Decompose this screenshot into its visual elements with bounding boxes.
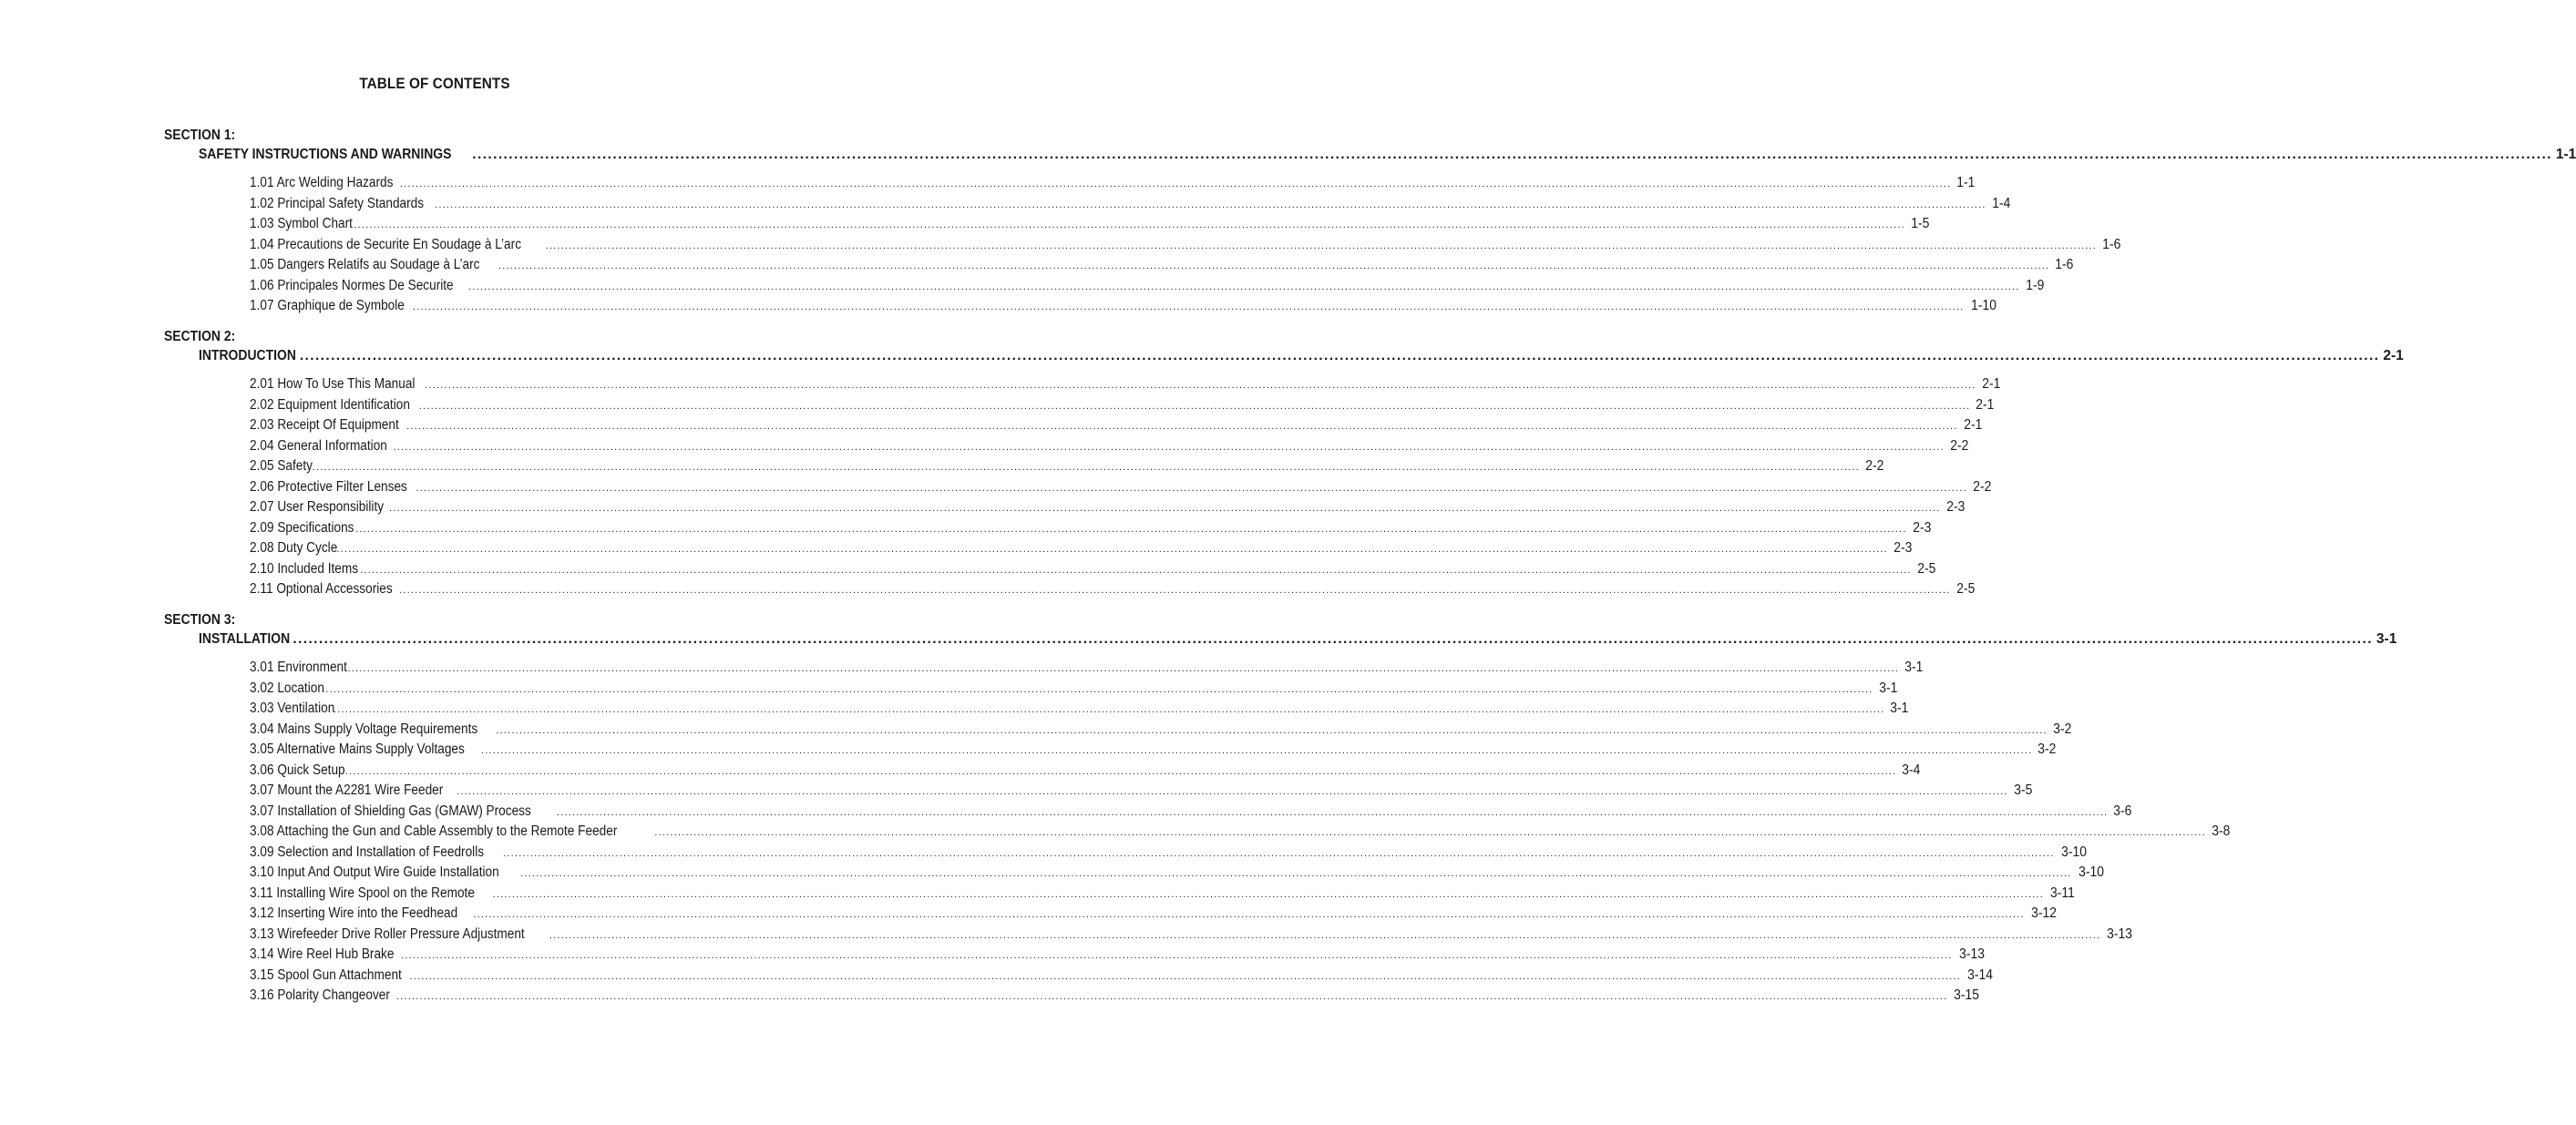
toc-entry[interactable] — [250, 396, 1995, 418]
section-page-number: 3-1 — [2376, 631, 2397, 647]
entry-title: 2.02 Equipment Identification — [250, 396, 410, 413]
dot-leader: ................................................................................................................................................................................................................................................................................................................................................................................................................ — [395, 991, 1948, 1002]
entry-page-number: 1-6 — [2102, 236, 2121, 252]
entry-title: 3.11 Installing Wire Spool on the Remote — [250, 885, 475, 901]
section-heading[interactable] — [199, 631, 2397, 649]
entry-page-number: 3-13 — [2107, 926, 2133, 942]
toc-entry[interactable] — [250, 926, 2133, 947]
dot-leader: ................................................................................................................................................................................................................................................................................................................................................................................................................ — [435, 199, 1986, 210]
toc-entry[interactable] — [250, 519, 1931, 541]
entry-title: 2.11 Optional Accessories — [250, 581, 393, 597]
section-heading-title: INSTALLATION — [199, 631, 291, 647]
dot-leader: ................................................................................................................................................................................................................................................................................................................................................................................................................ — [472, 147, 2552, 162]
entry-list — [250, 376, 2001, 602]
dot-leader: ................................................................................................................................................................................................................................................................................................................................................................................................................ — [334, 704, 1885, 715]
dot-leader: ................................................................................................................................................................................................................................................................................................................................................................................................................ — [416, 482, 1967, 494]
toc-entry[interactable] — [250, 987, 1980, 1008]
entry-title: 3.15 Spool Gun Attachment — [250, 966, 402, 983]
dot-leader: ................................................................................................................................................................................................................................................................................................................................................................................................................ — [468, 281, 2020, 292]
dot-leader: ................................................................................................................................................................................................................................................................................................................................................................................................................ — [393, 441, 1945, 453]
entry-title: 2.06 Protective Filter Lenses — [250, 478, 407, 495]
dot-leader: ................................................................................................................................................................................................................................................................................................................................................................................................................ — [480, 745, 2033, 756]
toc-entry[interactable] — [250, 762, 1921, 783]
entry-title: 1.05 Dangers Relatifs au Soudage à L’arc — [250, 257, 480, 272]
entry-title: 1.02 Principal Safety Standards — [250, 195, 425, 211]
toc-entry[interactable] — [250, 905, 2057, 926]
entry-title: 2.05 Safety — [250, 458, 313, 474]
toc-entry[interactable] — [250, 782, 2033, 803]
dot-leader: ................................................................................................................................................................................................................................................................................................................................................................................................................ — [347, 663, 1899, 674]
toc-entry[interactable] — [250, 864, 2104, 885]
entry-page-number: 3-5 — [2013, 782, 2033, 798]
entry-title: 1.01 Arc Welding Hazards — [250, 175, 394, 190]
entry-page-number: 2-2 — [1865, 458, 1884, 474]
entry-page-number: 2-3 — [1894, 540, 1913, 556]
entry-title: 1.06 Principales Normes De Securite — [250, 277, 454, 293]
toc-entry[interactable] — [250, 458, 1884, 479]
toc-entry[interactable] — [250, 499, 1965, 520]
toc-entry[interactable] — [250, 298, 1996, 319]
dot-leader: ................................................................................................................................................................................................................................................................................................................................................................................................................ — [503, 847, 2055, 859]
dot-leader: ................................................................................................................................................................................................................................................................................................................................................................................................................ — [457, 786, 2008, 797]
entry-title: 3.10 Input And Output Wire Guide Installation — [250, 864, 499, 880]
dot-leader: ................................................................................................................................................................................................................................................................................................................................................................................................................ — [425, 380, 1976, 391]
dot-leader: ................................................................................................................................................................................................................................................................................................................................................................................................................ — [355, 523, 1907, 535]
entry-page-number: 2-3 — [1945, 499, 1965, 515]
toc-entry[interactable] — [250, 417, 1982, 438]
section-heading[interactable] — [199, 348, 2404, 366]
toc-entry[interactable] — [250, 844, 2087, 865]
toc-entry[interactable] — [250, 946, 1985, 967]
entry-title: 2.01 How To Use This Manual — [250, 376, 416, 392]
dot-leader: ................................................................................................................................................................................................................................................................................................................................................................................................................ — [496, 724, 2047, 736]
entry-title: 3.06 Quick Setup — [250, 762, 345, 778]
entry-page-number: 3-1 — [1890, 701, 1909, 716]
toc-entry[interactable] — [250, 803, 2132, 824]
toc-entry[interactable] — [250, 195, 2011, 217]
dot-leader: ................................................................................................................................................................................................................................................................................................................................................................................................................ — [406, 421, 1958, 432]
entry-title: 3.07 Mount the A2281 Wire Feeder — [250, 782, 444, 798]
toc-entry[interactable] — [250, 175, 1976, 196]
entry-title: 3.14 Wire Reel Hub Brake — [250, 946, 395, 962]
dot-leader: ................................................................................................................................................................................................................................................................................................................................................................................................................ — [389, 503, 1941, 514]
entry-page-number: 3-6 — [2113, 803, 2132, 819]
toc-entry[interactable] — [250, 680, 1897, 701]
entry-page-number: 3-10 — [2060, 844, 2087, 860]
entry-title: 1.03 Symbol Chart — [250, 216, 353, 231]
entry-list — [250, 175, 2121, 319]
entry-page-number: 3-14 — [1967, 966, 1994, 983]
dot-leader: ................................................................................................................................................................................................................................................................................................................................................................................................................ — [520, 868, 2072, 879]
entry-page-number: 3-13 — [1958, 946, 1985, 962]
toc-entry[interactable] — [250, 885, 2075, 906]
entry-page-number: 3-1 — [1904, 660, 1924, 675]
dot-leader: ................................................................................................................................................................................................................................................................................................................................................................................................................ — [654, 827, 2206, 838]
entry-title: 3.05 Alternative Mains Supply Voltages — [250, 741, 465, 757]
toc-entry[interactable] — [250, 277, 2045, 299]
entry-title: 2.09 Specifications — [250, 519, 354, 536]
toc-entry[interactable] — [250, 660, 1924, 680]
dot-leader: ................................................................................................................................................................................................................................................................................................................................................................................................................ — [498, 261, 2050, 271]
toc-entry[interactable] — [250, 236, 2121, 258]
toc-entry[interactable] — [250, 721, 2072, 742]
section-label: SECTION 2: — [164, 329, 236, 344]
entry-title: 3.03 Ventilation — [250, 701, 335, 716]
entry-page-number: 1-6 — [2055, 257, 2074, 272]
entry-title: 3.09 Selection and Installation of Feedrolls — [250, 844, 485, 860]
toc-entry[interactable] — [250, 966, 1994, 988]
entry-title: 3.16 Polarity Changeover — [250, 987, 390, 1003]
entry-page-number: 1-1 — [1956, 175, 1976, 190]
entry-page-number: 3-1 — [1878, 680, 1897, 696]
toc-entry[interactable] — [250, 823, 2231, 844]
entry-page-number: 3-2 — [2037, 741, 2057, 757]
entry-page-number: 3-15 — [1954, 987, 1980, 1003]
entry-title: 1.04 Precautions de Securite En Soudage à L’arc — [250, 236, 522, 252]
section-page-number: 2-1 — [2383, 348, 2404, 363]
entry-page-number: 3-2 — [2053, 721, 2072, 737]
entry-title: 2.04 General Information — [250, 437, 387, 454]
toc-entry[interactable] — [250, 741, 2057, 762]
section-label: SECTION 1: — [164, 128, 236, 143]
dot-leader: ................................................................................................................................................................................................................................................................................................................................................................................................................ — [344, 765, 1897, 777]
section-page-number: 1-1 — [2555, 147, 2576, 162]
toc-entry[interactable] — [250, 437, 1969, 459]
entry-page-number: 2-2 — [1973, 478, 1992, 495]
dot-leader: ................................................................................................................................................................................................................................................................................................................................................................................................................ — [549, 929, 2101, 941]
entry-page-number: 1-4 — [1991, 195, 2011, 211]
dot-leader: ................................................................................................................................................................................................................................................................................................................................................................................................................ — [409, 970, 1962, 982]
toc-entry[interactable] — [250, 540, 1913, 561]
entry-page-number: 3-8 — [2212, 823, 2231, 839]
entry-page-number: 2-5 — [1955, 581, 1975, 597]
entry-title: 3.12 Inserting Wire into the Feedhead — [250, 905, 458, 921]
section-heading[interactable] — [199, 147, 2576, 165]
section-heading-title: INTRODUCTION — [199, 348, 296, 363]
toc-entry[interactable] — [250, 581, 1975, 602]
dot-leader: ................................................................................................................................................................................................................................................................................................................................................................................................................ — [492, 888, 2045, 900]
entry-page-number: 3-4 — [1902, 762, 1921, 778]
section-heading-title: SAFETY INSTRUCTIONS AND WARNINGS — [199, 147, 452, 162]
entry-title: 3.13 Wirefeeder Drive Roller Pressure Adjustment — [250, 926, 525, 942]
dot-leader: ................................................................................................................................................................................................................................................................................................................................................................................................................ — [413, 302, 1965, 312]
dot-leader: ................................................................................................................................................................................................................................................................................................................................................................................................................ — [401, 950, 1953, 961]
entry-title: 2.07 User Responsibility — [250, 499, 385, 515]
entry-page-number: 3-12 — [2030, 905, 2057, 921]
entry-page-number: 3-10 — [2078, 864, 2104, 880]
entry-page-number: 3-11 — [2050, 885, 2075, 901]
entry-page-number: 1-5 — [1911, 216, 1930, 231]
toc-entry[interactable] — [250, 478, 1992, 500]
dot-leader: ................................................................................................................................................................................................................................................................................................................................................................................................................ — [399, 585, 1951, 596]
entry-title: 2.10 Included Items — [250, 560, 359, 577]
entry-list — [250, 660, 2231, 1008]
entry-title: 3.08 Attaching the Gun and Cable Assembly to the Remote Feeder — [250, 823, 618, 839]
section-label: SECTION 3: — [164, 612, 236, 628]
dot-leader: ................................................................................................................................................................................................................................................................................................................................................................................................................ — [336, 544, 1888, 555]
dot-leader: ................................................................................................................................................................................................................................................................................................................................................................................................................ — [322, 683, 1873, 695]
toc-entry[interactable] — [250, 257, 2074, 278]
entry-title: 3.07 Installation of Shielding Gas (GMAW) Process — [250, 803, 531, 819]
entry-page-number: 2-2 — [1950, 437, 1969, 454]
entry-page-number: 2-1 — [1963, 417, 1982, 433]
dot-leader: ................................................................................................................................................................................................................................................................................................................................................................................................................ — [299, 348, 2380, 363]
entry-title: 3.02 Location — [250, 680, 324, 696]
toc-entry[interactable] — [250, 701, 1909, 721]
dot-leader: ................................................................................................................................................................................................................................................................................................................................................................................................................ — [473, 909, 2025, 920]
dot-leader: ................................................................................................................................................................................................................................................................................................................................................................................................................ — [354, 220, 1905, 230]
entry-page-number: 2-1 — [1981, 376, 2001, 392]
entry-page-number: 2-1 — [1976, 396, 1995, 413]
entry-title: 2.08 Duty Cycle — [250, 540, 338, 556]
entry-page-number: 1-10 — [1970, 298, 1996, 313]
toc-entry[interactable] — [250, 376, 2001, 397]
entry-title: 3.04 Mains Supply Voltage Requirements — [250, 721, 478, 737]
dot-leader: ................................................................................................................................................................................................................................................................................................................................................................................................................ — [545, 240, 2098, 251]
dot-leader: ................................................................................................................................................................................................................................................................................................................................................................................................................ — [418, 400, 1971, 412]
dot-leader: ................................................................................................................................................................................................................................................................................................................................................................................................................ — [556, 806, 2109, 818]
entry-page-number: 1-9 — [2025, 277, 2045, 293]
entry-title: 1.07 Graphique de Symbole — [250, 298, 405, 313]
toc-entry[interactable] — [250, 216, 1930, 237]
entry-page-number: 2-5 — [1916, 560, 1936, 577]
toc-entry[interactable] — [250, 560, 1936, 582]
dot-leader: ................................................................................................................................................................................................................................................................................................................................................................................................................ — [308, 462, 1860, 473]
page-title: TABLE OF CONTENTS — [359, 75, 510, 92]
entry-title: 2.03 Receipt Of Equipment — [250, 417, 399, 433]
dot-leader: ................................................................................................................................................................................................................................................................................................................................................................................................................ — [292, 631, 2373, 647]
dot-leader: ................................................................................................................................................................................................................................................................................................................................................................................................................ — [399, 179, 1952, 189]
entry-title: 3.01 Environment — [250, 660, 347, 675]
dot-leader: ................................................................................................................................................................................................................................................................................................................................................................................................................ — [360, 564, 1912, 576]
entry-page-number: 2-3 — [1912, 519, 1931, 536]
